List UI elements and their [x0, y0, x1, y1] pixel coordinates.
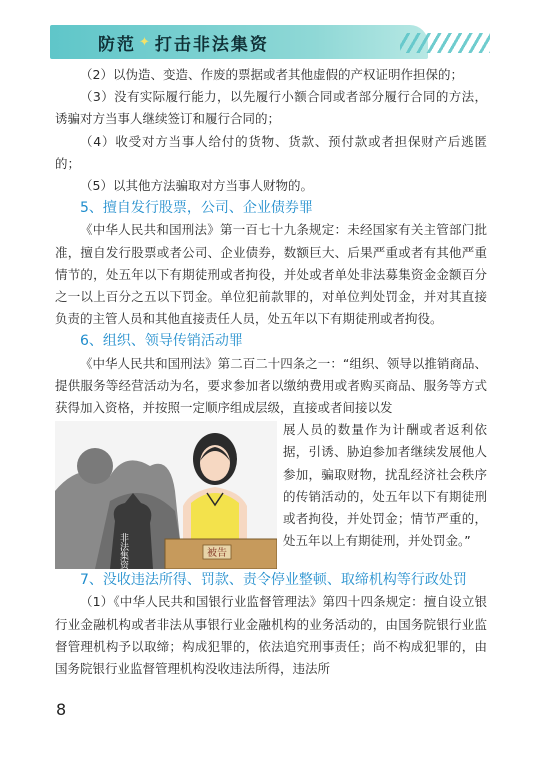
bag-label: 非法集资 — [118, 533, 128, 570]
page-body — [55, 64, 487, 680]
paragraph-item-2: （2）以伪造、变造、作废的票据或者其他虚假的产权证明作担保的； — [80, 67, 463, 82]
header-title-right: 打击非法集资 — [154, 34, 269, 55]
section-heading-5: 5、擅自发行股票，公司、企业债券罪 — [80, 200, 313, 217]
illustrated-paragraph — [55, 419, 487, 570]
header-band — [50, 25, 428, 59]
paragraph-item-3: （3）没有实际履行能力，以先履行小额合同或者部分履行合同的方法，诱骗对方当事人继续签订和履行合同的； — [55, 89, 487, 127]
header-title — [98, 30, 269, 55]
page-number: 8 — [56, 700, 67, 719]
paragraph-article-224-part2: 展人员的数量作为计酬或者返利依据，引诱、胁迫参加者继续发展他人参加，骗取财物，扰乱经济社会秩序的传销活动的，处五年以下有期徒刑或者拘役，并处罚金；情节严重的，处五年以上有期徒刑，并处罚金。” — [283, 422, 487, 549]
defendant-label: 被告 — [207, 548, 227, 560]
header-stripe-decoration — [400, 33, 490, 53]
paragraph-item-5: （5）以其他方法骗取对方当事人财物的。 — [80, 178, 313, 194]
header-title-left: 防范 — [98, 34, 136, 55]
paragraph-banking-law-44: （1）《中华人民共和国银行业监督管理法》第四十四条规定：擅自设立银行业金融机构或者非法从事银行业金融机构的业务活动的，由国务院银行业监督管理机构予以取缔；构成犯罪的，依法追究刑事责任；尚不构成犯罪的，由国务院银行业监督管理机构没收违法所得，违法所 — [55, 594, 487, 677]
section-heading-6: 6、组织、领导传销活动罪 — [80, 333, 243, 350]
courtroom-illustration — [55, 421, 277, 569]
section-heading-7: 7、没收违法所得、罚款、责令停业整顿、取缔机构等行政处罚 — [80, 572, 467, 589]
paragraph-article-224-part1: 《中华人民共和国刑法》第二百二十四条之一：“组织、领导以推销商品、提供服务等经营活动为名，要求参加者以缴纳费用或者购买商品、服务等方式获得加入资格，并按照一定顺序组成层级，直接或者间接以发 — [55, 355, 487, 416]
paragraph-item-4: （4）收受对方当事人给付的货物、货款、预付款或者担保财产后逃匿的； — [55, 133, 487, 171]
header-star-icon: ✦ — [139, 34, 152, 50]
paragraph-article-179: 《中华人民共和国刑法》第一百七十九条规定：未经国家有关主管部门批准，擅自发行股票或者公司、企业债券，数额巨大、后果严重或者有其他严重情节的，处五年以下有期徒刑或者拘役，并处或者单处非法募集资金金额百分之一以上百分之五以下罚金。单位犯前款罪的，对单位判处罚金，并对其直接负责的主管人员和其他直接责任人员，处五年以下有期徒刑或者拘役。 — [55, 222, 487, 327]
